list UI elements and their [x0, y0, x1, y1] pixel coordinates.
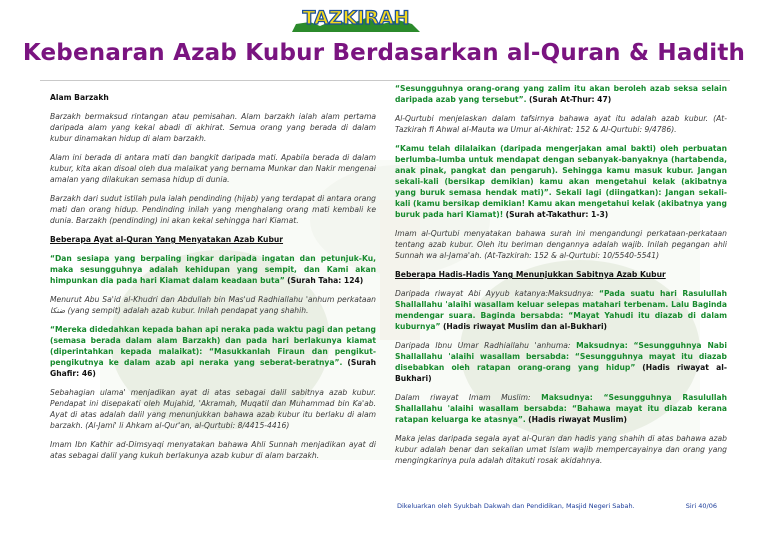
quran-quote: “Sesungguhnya orang-orang yang zalim itu akan beroleh azab seksa selain daripada azab yang tersebut”. (Surah At-Thur: 47) [395, 84, 727, 104]
heading-alam-barzakh: Alam Barzakh [50, 93, 109, 102]
footer-publisher: Dikeluarkan oleh Syukbah Dakwah dan Pendidikan, Masjid Negeri Sabah. [397, 502, 635, 510]
quran-quote: “Kamu telah dilalaikan (daripada mengerjakan amal bakti) oleh perbuatan berlumba-lumba untuk mendapat dengan sebanyak-banyaknya (hartabenda, anak pinak, pangkat dan pengaruh). Sehingga kamu masuk kubur. Jangan sekali-kali (bersikap demikian) kamu akan mengetahui kelak (akibatnya yang buruk semasa hendak mati)”. Sekali lagi (diingatkan): Jangan sekali-kali (kamu bersikap demikian! Kamu akan mengetahui kelak (akibatnya yang buruk pada hari Kiamat)! (Surah at-Takathur: 1-3) [395, 144, 727, 219]
paragraph: Maka jelas daripada segala ayat al-Quran dan hadis yang shahih di atas bahawa azab kubur adalah benar dan sekalian umat Islam wajib mempercayainya dan orang yang mengingkarinya pula adalah ditakuti rosak akidahnya. [395, 434, 727, 465]
series-number: Siri 40/06 [685, 502, 717, 510]
title-divider [40, 80, 730, 81]
left-column [50, 92, 376, 469]
svg-text:TAZKIRAH: TAZKIRAH [302, 7, 410, 29]
page-title: Kebenaran Azab Kubur Berdasarkan al-Quran & Hadith [22, 40, 746, 66]
paragraph: Barzakh dari sudut istilah pula ialah pendinding (hijab) yang terdapat di antara orang mati dan orang hidup. Pendinding inilah yang menghalang orang mati kembali ke dunia. Barzakh (pendinding) ini akan kekal sehingga hari Kiamat. [50, 194, 376, 225]
paragraph: Alam ini berada di antara mati dan bangkit daripada mati. Apabila berada di dalam kubur, kita akan disoal oleh dua malaikat yang bernama Munkar dan Nakir mengenai amalan yang dilakukan semasa hidup di dunia. [50, 153, 376, 184]
paragraph: Sebahagian ulama' menjadikan ayat di atas sebagai dalil sabitnya azab kubur. Pendapat ini disepakati oleh Mujahid, 'Akramah, Muqatil dan Muhammad bin Ka'ab. Ayat di atas adalah dalil yang menunjukkan bahawa azab kubur itu berlaku di alam barzakh. (Al-Jami' li Ahkam al-Qur'an, al-Qurtubi: 8/4415-4416) [50, 388, 376, 430]
quran-quote: “Mereka didedahkan kepada bahan api neraka pada waktu pagi dan petang (semasa berada dalam alam Barzakh) dan pada hari berlakunya kiamat (diperintahkan kepada malaikat): “Masukkanlah Firaun dan pengikut-pengikutnya ke dalam azab api neraka yang seberat-beratnya”. (Surah Ghafir: 46) [50, 325, 376, 378]
quran-quote: “Dan sesiapa yang berpaling ingkar daripada ingatan dan petunjuk-Ku, maka sesungguhnya adalah kehidupan yang sempit, dan Kami akan himpunkan dia pada hari Kiamat dalam keadaan buta” (Surah Taha: 124) [50, 254, 376, 285]
heading-hadis: Beberapa Hadis-Hadis Yang Menunjukkan Sabitnya Azab Kubur [395, 270, 666, 279]
footer [397, 502, 717, 510]
paragraph: Barzakh bermaksud rintangan atau pemisahan. Alam barzakh ialah alam pertama daripada alam yang kekal abadi di akhirat. Semua orang yang berada di dalam kubur dinamakan hidup di alam barzakh. [50, 112, 376, 143]
heading-ayat-quran: Beberapa Ayat al-Quran Yang Menyatakan Azab Kubur [50, 235, 284, 244]
right-column [395, 83, 727, 474]
hadith-quote: Daripada riwayat Abi Ayyub katanya:Maksudnya: “Pada suatu hari Rasulullah Shallallahu 'alaihi wasallam keluar selepas matahari terbenam. Lalu Baginda mendengar suara. Baginda bersabda: “Mayat Yahudi itu diazab di dalam kuburnya” (Hadis riwayat Muslim dan al-Bukhari) [395, 289, 727, 331]
paragraph: Menurut Abu Sa'id al-Khudri dan Abdullah bin Mas'ud Radhiallahu 'anhum perkataan ضنكا (yang sempit) adalah azab kubur. Inilah pendapat yang shahih. [50, 295, 376, 315]
paragraph: Al-Qurtubi menjelaskan dalam tafsirnya bahawa ayat itu adalah azab kubur. (At-Tazkirah fi Ahwal al-Mauta wa Umur al-Akhirat: 152 & Al-Qurtubi: 9/4786). [395, 114, 727, 134]
hadith-quote: Daripada Ibnu Umar Radhiallahu 'anhuma: Maksudnya: “Sesungguhnya Nabi Shallallahu 'alaihi wasallam bersabda: “Sesungguhnya mayat itu diazab disebabkan oleh ratapan orang-orang yang hidup” (Hadis riwayat al-Bukhari) [395, 341, 727, 383]
paragraph: Imam al-Qurtubi menyatakan bahawa surah ini mengandungi perkataan-perkataan tentang azab kubur. Oleh itu beriman dengannya adalah wajib. Inilah pegangan ahli Sunnah wa al-Jama'ah. (At-Tazkirah: 152 & al-Qurtubi: 10/5540-5541) [395, 229, 727, 260]
paragraph: Imam Ibn Kathir ad-Dimsyaqi menyatakan bahawa Ahli Sunnah menjadikan ayat di atas sebagai dalil yang kukuh berlakunya azab kubur di alam barzakh. [50, 440, 376, 460]
tazkirah-logo [290, 2, 422, 36]
hadith-quote: Dalam riwayat Imam Muslim: Maksudnya: “Sesungguhnya Rasulullah Shallallahu 'alaihi wasallam bersabda: “Bahawa mayat itu diazab kerana ratapan keluarga ke atasnya”. (Hadis riwayat Muslim) [395, 393, 727, 424]
